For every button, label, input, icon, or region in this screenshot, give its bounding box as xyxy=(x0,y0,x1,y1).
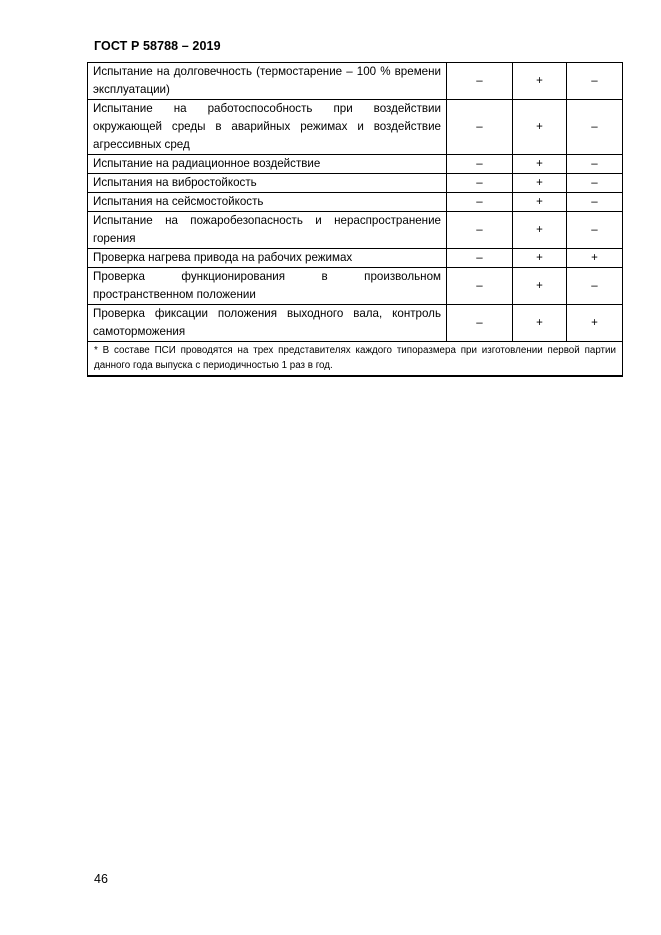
mark-cell: – xyxy=(567,155,623,174)
table-row xyxy=(88,212,623,249)
tests-table xyxy=(87,62,623,377)
table-row xyxy=(88,100,623,155)
mark-cell: – xyxy=(567,63,623,100)
table-footnote-row xyxy=(88,342,623,377)
mark-cell: – xyxy=(447,100,513,155)
mark-cell: – xyxy=(567,212,623,249)
test-description: Проверка нагрева привода на рабочих режимах xyxy=(88,249,447,268)
table-row xyxy=(88,249,623,268)
mark-cell: – xyxy=(447,174,513,193)
mark-cell: + xyxy=(567,305,623,342)
test-description: Испытание на долговечность (термостарение – 100 % времени эксплуатации) xyxy=(88,63,447,100)
test-description: Испытания на сейсмостойкость xyxy=(88,193,447,212)
mark-cell: – xyxy=(447,155,513,174)
test-description: Проверка функционирования в произвольном пространственном положении xyxy=(88,268,447,305)
mark-cell: – xyxy=(567,174,623,193)
mark-cell: + xyxy=(513,174,567,193)
table-row xyxy=(88,193,623,212)
mark-cell: + xyxy=(513,268,567,305)
document-header-title: ГОСТ Р 58788 – 2019 xyxy=(94,39,221,53)
mark-cell: – xyxy=(447,249,513,268)
mark-cell: + xyxy=(567,249,623,268)
test-description: Испытание на радиационное воздействие xyxy=(88,155,447,174)
table-row xyxy=(88,174,623,193)
table-footnote: * В составе ПСИ проводятся на трех представителях каждого типоразмера при изготовлении первой партии данного года выпуска с периодичностью 1 раз в год. xyxy=(88,342,623,377)
mark-cell: + xyxy=(513,63,567,100)
mark-cell: + xyxy=(513,100,567,155)
mark-cell: + xyxy=(513,193,567,212)
mark-cell: – xyxy=(567,193,623,212)
mark-cell: – xyxy=(447,63,513,100)
mark-cell: – xyxy=(567,268,623,305)
page-number: 46 xyxy=(94,872,108,886)
mark-cell: – xyxy=(567,100,623,155)
table-row xyxy=(88,63,623,100)
mark-cell: – xyxy=(447,193,513,212)
mark-cell: – xyxy=(447,305,513,342)
table-row xyxy=(88,305,623,342)
mark-cell: + xyxy=(513,249,567,268)
mark-cell: – xyxy=(447,268,513,305)
test-description: Испытания на вибростойкость xyxy=(88,174,447,193)
mark-cell: + xyxy=(513,305,567,342)
mark-cell: – xyxy=(447,212,513,249)
table-row xyxy=(88,155,623,174)
mark-cell: + xyxy=(513,212,567,249)
table-row xyxy=(88,268,623,305)
test-description: Испытание на работоспособность при воздействии окружающей среды в аварийных режимах и воздействие агрессивных сред xyxy=(88,100,447,155)
test-description: Проверка фиксации положения выходного вала, контроль самоторможения xyxy=(88,305,447,342)
test-description: Испытание на пожаробезопасность и нераспространение горения xyxy=(88,212,447,249)
mark-cell: + xyxy=(513,155,567,174)
